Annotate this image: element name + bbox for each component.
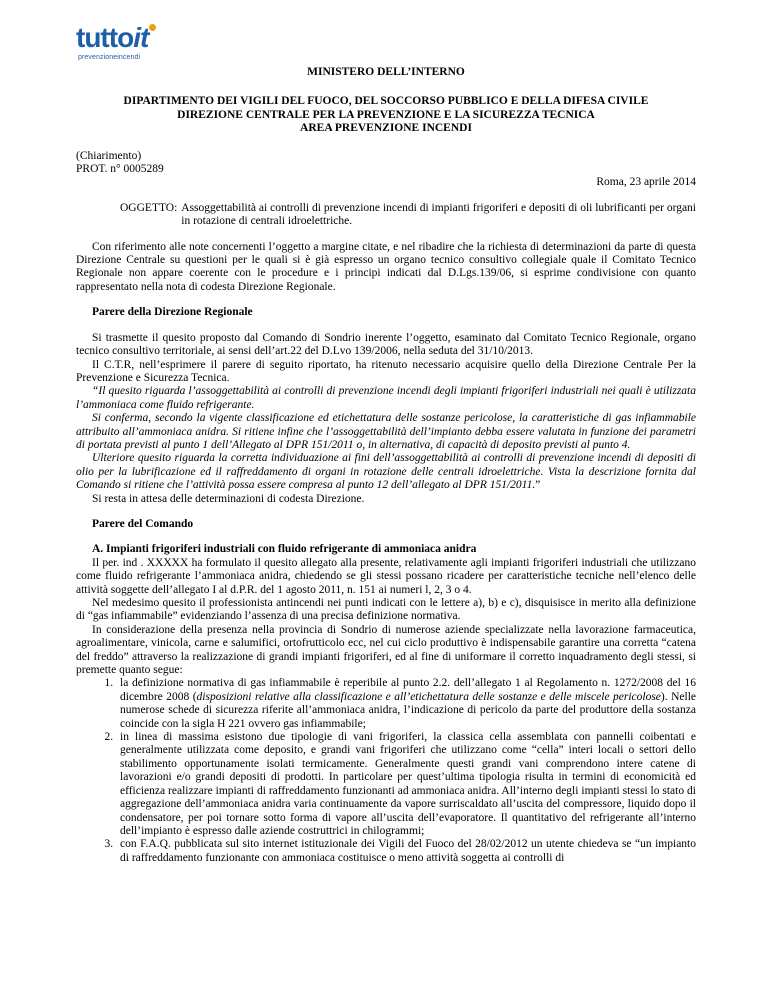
intro-paragraph: Con riferimento alle note concernenti l’oggetto a margine citate, e nel ribadire che la richiesta di determinazioni da parte di questa Direzione Centrale su questioni per le quali si è già espresso un organo tecnico consultivo collegiale quale il Comitato Tecnico Regionale non appare coerente con le procedure e i principi indicati dal D.Lgs.139/06, si esprime condivisione con quanto rappresentato nella nota di codesta Direzione Regionale.: [76, 240, 696, 293]
section-command-title: Parere del Comando: [92, 517, 194, 530]
logo-tagline: prevenzioneincendi: [78, 54, 141, 61]
command-paragraph-2: Nel medesimo quesito il professionista antincendi nei punti indicati con le lettere a), b) e c), disquisisce in merito alla definizione di “gas infiammabile” evidenziando l’assenza di una precisa definizione normativa.: [76, 597, 696, 623]
department-heading: [76, 95, 696, 135]
subject-label: OGGETTO:: [120, 201, 178, 214]
subject-block: [120, 202, 696, 229]
document-body: [76, 66, 696, 865]
department-line-1: DIPARTIMENTO DEI VIGILI DEL FUOCO, DEL SOCCORSO PUBBLICO E DELLA DIFESA CIVILE: [123, 95, 649, 108]
department-line-3: AREA PREVENZIONE INCENDI: [300, 122, 472, 135]
logo-dot-icon: [149, 24, 156, 31]
regional-paragraph-2: Il C.T.R, nell’esprimere il parere di seguito riportato, ha ritenuto necessario acquisire quello della Direzione Centrale Per la Prevenzione e Sicurezza Tecnica.: [76, 358, 696, 384]
protocol-number: PROT. n° 0005289: [76, 163, 164, 176]
list-item: 3. con F.A.Q. pubblicata sul sito internet istituzionale dei Vigili del Fuoco del 28/02/2012 un utente chiedeva se “un impianto di raffreddamento funzionante con ammoniaca costituisce o meno attività soggetta ai controlli di: [116, 838, 696, 865]
regional-paragraph-3: Si resta in attesa delle determinazioni di codesta Direzione.: [92, 492, 365, 505]
section-a-subtitle: A. Impianti frigoriferi industriali con fluido refrigerante di ammoniaca anidra: [92, 543, 477, 556]
quote-paragraph-1: “Il quesito riguarda l’assoggettabilità ai controlli di prevenzione incendi degli impianti frigoriferi industriali nei quali è utilizzata l’ammoniaca come fluido refrigerante.: [76, 385, 696, 411]
quote-paragraph-3: Ulteriore quesito riguarda la corretta individuazione ai fini dell’assoggettabilità ai controlli di prevenzione incendi di depositi di olio per la lubrificazione ed il raffreddamento di organi in rotazione delle centrali idroelettriche. Vista la descrizione fornita dal Comando si ritiene che l’attività possa essere compresa al punto 12 dell’allegato al DPR 151/2011.”: [76, 452, 696, 492]
department-line-2: DIREZIONE CENTRALE PER LA PREVENZIONE E LA SICUREZZA TECNICA: [177, 108, 595, 121]
list-item: 1. la definizione normativa di gas infiammabile è reperibile al punto 2.2. dell’allegato 1 al Regolamento n. 1272/2008 del 16 dicembre 2008 (disposizioni relative alla classificazione e all’etichettatura delle sostanze e delle miscele pericolose). Nelle numerose schede di sicurezza riferite all’ammoniaca anidra, l’indicazione di pericolo da parte del produttore della sostanza coincide con la sigla H 221 ovvero gas infiammabile;: [116, 677, 696, 731]
tuttoit-logo: [76, 24, 186, 64]
subject-text: Assoggettabilità ai controlli di prevenzione incendi di impianti frigoriferi e depositi di oli lubrificanti per organi in rotazione di centrali idroelettriche.: [181, 201, 696, 228]
list-item: 2. in linea di massima esistono due tipologie di vani frigoriferi, la classica cella assemblata con pannelli coibentati e generalmente utilizzata come deposito, e grandi vani frigoriferi che utilizzano come “cella” interi locali o settori dello stabilimento opportunamente isolati termicamente. Generalmente questi grandi vani comprendono intere catene di lavorazioni e/o grandi depositi di prodotti. In particolare per quest’ultima tipologia risulta in termini di economicità ed efficienza realizzare impianti di raffreddamento funzionanti ad ammoniaca anidra. All’interno degli impianti stessi lo stato di aggregazione dell’ammoniaca anidra varia continuamente da vapore surriscaldato all’uscita del compressore, liquido dopo il condensatore, per poi tornare sotto forma di vapore all’uscita dell’evaporatore. Il quantitativo del refrigerante all’interno dell’impianto è espresso dalle aziende costruttrici in chilogrammi;: [116, 731, 696, 838]
command-paragraph-3: In considerazione della presenza nella provincia di Sondrio di numerose aziende specializzate nella lavorazione farmaceutica, agroalimentare, vinicola, carne e salumifici, ortofrutticolo ecc, nel cui ciclo produttivo è indispensabile garantire una corretta “catena del freddo” attraverso la realizzazione di grandi impianti frigoriferi, ed al fine di uniformare il corretto inquadramento degli stessi, si premette quanto segue:: [76, 623, 696, 677]
quote-paragraph-2: Si conferma, secondo la vigente classificazione ed etichettatura delle sostanze pericolose, la caratteristiche di gas infiammabile attribuito all’ammoniaca anidra. Si ritiene infine che l’assoggettabilità dell’impianto debba essere valutata in funzione dei parametri di portata previsti al punto 1 dell’Allegato al DPR 151/2011 o, in alternativa, di capacità di deposito previsti al punto 4.: [76, 412, 696, 451]
document-type: (Chiarimento): [76, 149, 142, 162]
section-regional-title: Parere della Direzione Regionale: [92, 306, 253, 319]
logo-wordmark: tuttoit: [76, 22, 149, 53]
regional-paragraph-1: Si trasmette il quesito proposto dal Comando di Sondrio inerente l’oggetto, esaminato dal Comitato Tecnico Regionale, organo tecnico consultivo territoriale, ai sensi dell’art.22 del D.Lvo 139/2006, nella seduta del 31/10/2013.: [76, 331, 696, 358]
premise-list: [76, 677, 696, 865]
place-date: Roma, 23 aprile 2014: [596, 176, 696, 189]
command-paragraph-1: Il per. ind . XXXXX ha formulato il quesito allegato alla presente, relativamente agli impianti frigoriferi industriali che utilizzano come fluido refrigerante l’ammoniaca anidra, chiedendo se gli stessi possano ricadere per caratteristiche tecniche nell’elenco delle attività soggette dell’allegato I al d.P.R. del 1 agosto 2011, n. 151 ai numeri l, 2, 3 o 4.: [76, 556, 696, 596]
ministry-heading: MINISTERO DELL’INTERNO: [307, 66, 465, 78]
